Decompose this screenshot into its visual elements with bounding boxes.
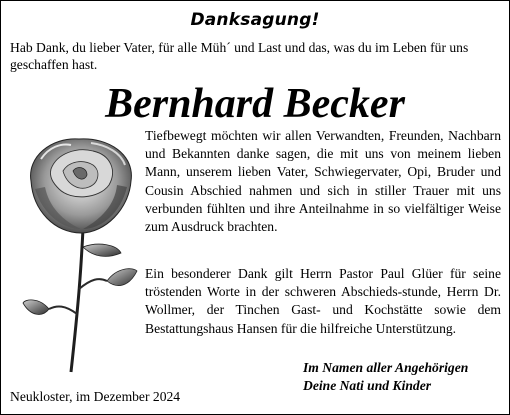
signature-line-2: Deine Nati und Kinder [303,378,432,393]
intro-verse: Hab Dank, du lieber Vater, für alle Müh´ und Last und das, was du im Leben für uns geschaffen hast. [10,40,469,72]
deceased-name: Bernhard Becker [105,81,405,127]
thanks-paragraph-1: Tiefbewegt möchten wir allen Verwandten, Freunden, Nachbarn und Bekannten danke sagen, die mit uns von meinem lieben Mann, unserem lieben Vater, Schwiegervater, Opi, Bruder und Cousin Abschied nahmen und sich in stiller Trauer mit uns verbunden fühlten und ihre Anteilnahme in so vielfältiger Weise zum Ausdruck brachten. [145,128,501,235]
signature-line-1: Im Namen aller Angehörigen [303,360,469,375]
thanks-paragraph-2: Ein besonderer Dank gilt Herrn Pastor Paul Glüer für seine tröstenden Worte in der schweren Abschieds-stunde, Herrn Dr. Wollmer, der Tinchen Gast- und Kochstätte sowie dem Bestattungshaus Hansen für die hilfreiche Unterstützung. [145,266,501,336]
place-date: Neukloster, im Dezember 2024 [10,389,181,404]
heading: Danksagung! [190,10,320,30]
rose-icon [21,129,141,374]
